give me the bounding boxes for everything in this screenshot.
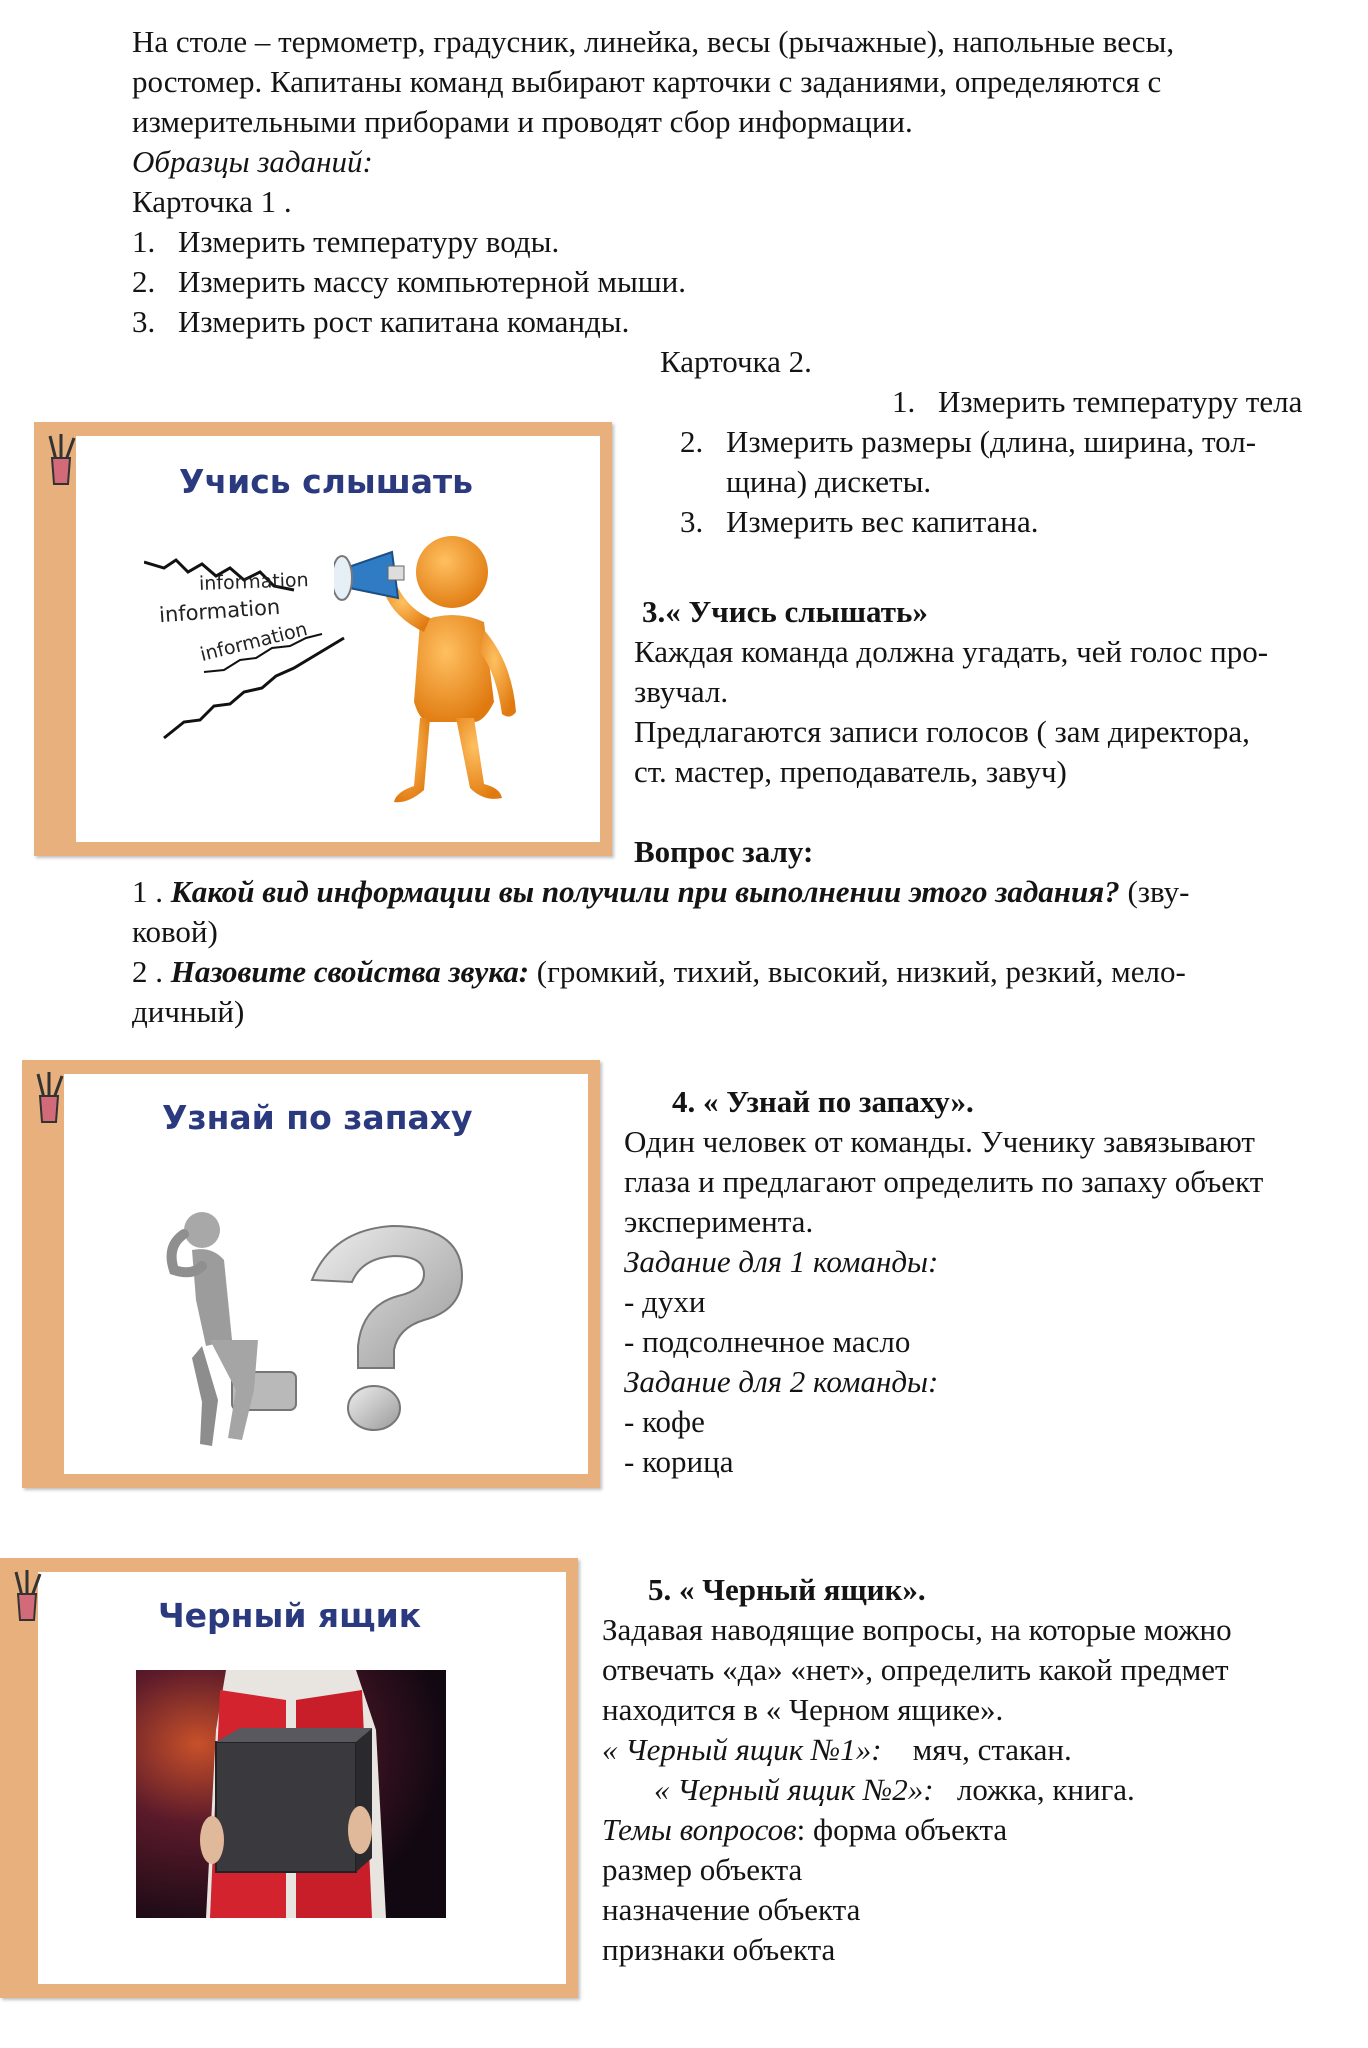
- card1-item-1: 1. Измерить температуру воды.: [132, 224, 560, 259]
- hall-question-1: 1 . Какой вид информации вы получили при выполнении этого задания? (зву-: [132, 874, 1190, 909]
- intro-line-3: измерительными приборами и проводят сбор информации.: [132, 104, 913, 139]
- section3-heading: 3.« Учись слышать»: [642, 594, 928, 629]
- slide-listen: [34, 422, 612, 856]
- info-word-2: information: [158, 594, 281, 628]
- slide-black-box-title: Черный ящик: [158, 1596, 422, 1635]
- card2-item-2-cont: щина) дискеты.: [726, 464, 932, 499]
- thinking-figure-question-icon: [162, 1190, 522, 1460]
- pencil-cup-icon: [10, 1568, 44, 1624]
- team1-item-1: - духи: [624, 1284, 706, 1319]
- slide-listen-title: Учись слышать: [179, 462, 474, 501]
- card2-item-2: 2. Измерить размеры (длина, ширина, тол-: [680, 424, 1257, 459]
- slide-smell-title: Узнай по запаху: [162, 1098, 473, 1137]
- black-box-photo: [136, 1670, 446, 1918]
- black-box-2-line: « Черный ящик №2»: ложка, книга.: [654, 1772, 1135, 1807]
- pencil-cup-icon: [32, 1070, 66, 1126]
- section4-line-2: глаза и предлагают определить по запаху объект: [624, 1164, 1264, 1199]
- hall-question-heading: Вопрос залу:: [634, 834, 814, 869]
- card1-title: Карточка 1 .: [132, 184, 292, 219]
- card1-item-3: 3. Измерить рост капитана команды.: [132, 304, 630, 339]
- intro-line-2: ростомер. Капитаны команд выбирают карточки с заданиями, определяются с: [132, 64, 1162, 99]
- card2-item-1: 1. Измерить температуру тела: [892, 384, 1303, 419]
- team2-item-1: - кофе: [624, 1404, 705, 1439]
- section5-line-2: отвечать «да» «нет», определить какой предмет: [602, 1652, 1229, 1687]
- section5-line-1: Задавая наводящие вопросы, на которые можно: [602, 1612, 1232, 1647]
- section3-line-1: Каждая команда должна угадать, чей голос про-: [634, 634, 1269, 669]
- samples-heading: Образцы заданий:: [132, 144, 373, 179]
- topic-attributes: признаки объекта: [602, 1932, 836, 1967]
- team2-item-2: - корица: [624, 1444, 734, 1479]
- section3-line-3: Предлагаются записи голосов ( зам директора,: [634, 714, 1250, 749]
- team2-label: Задание для 2 команды:: [624, 1364, 939, 1399]
- hall-question-1-cont: ковой): [132, 914, 218, 949]
- hall-question-2: 2 . Назовите свойства звука: (громкий, тихий, высокий, низкий, резкий, мело-: [132, 954, 1186, 989]
- section4-line-3: эксперимента.: [624, 1204, 814, 1239]
- team1-label: Задание для 1 команды:: [624, 1244, 939, 1279]
- topic-purpose: назначение объекта: [602, 1892, 861, 1927]
- section3-line-2: звучал.: [634, 674, 729, 709]
- slide-smell: [22, 1060, 600, 1488]
- card2-item-3: 3. Измерить вес капитана.: [680, 504, 1039, 539]
- card1-item-2: 2. Измерить массу компьютерной мыши.: [132, 264, 687, 299]
- team1-item-2: - подсолнечное масло: [624, 1324, 911, 1359]
- hall-question-2-cont: дичный): [132, 994, 245, 1029]
- section5-heading: 5. « Черный ящик».: [648, 1572, 926, 1607]
- section4-line-1: Один человек от команды. Ученику завязывают: [624, 1124, 1255, 1159]
- intro-line-1: На столе – термометр, градусник, линейка, весы (рычажные), напольные весы,: [132, 24, 1175, 59]
- megaphone-figure-icon: [334, 522, 574, 822]
- section5-line-3: находится в « Черном ящике».: [602, 1692, 1004, 1727]
- topic-size: размер объекта: [602, 1852, 803, 1887]
- pencil-cup-icon: [44, 432, 78, 488]
- info-word-1: information: [198, 569, 310, 595]
- black-box-1-line: « Черный ящик №1»: мяч, стакан.: [602, 1732, 1072, 1767]
- section3-line-4: ст. мастер, преподаватель, завуч): [634, 754, 1067, 789]
- topics-line: Темы вопросов: форма объекта: [602, 1812, 1008, 1847]
- card2-title: Карточка 2.: [660, 344, 812, 379]
- slide-black-box: [0, 1558, 578, 1998]
- section4-heading: 4. « Узнай по запаху».: [672, 1084, 974, 1119]
- info-word-3: information: [197, 618, 310, 666]
